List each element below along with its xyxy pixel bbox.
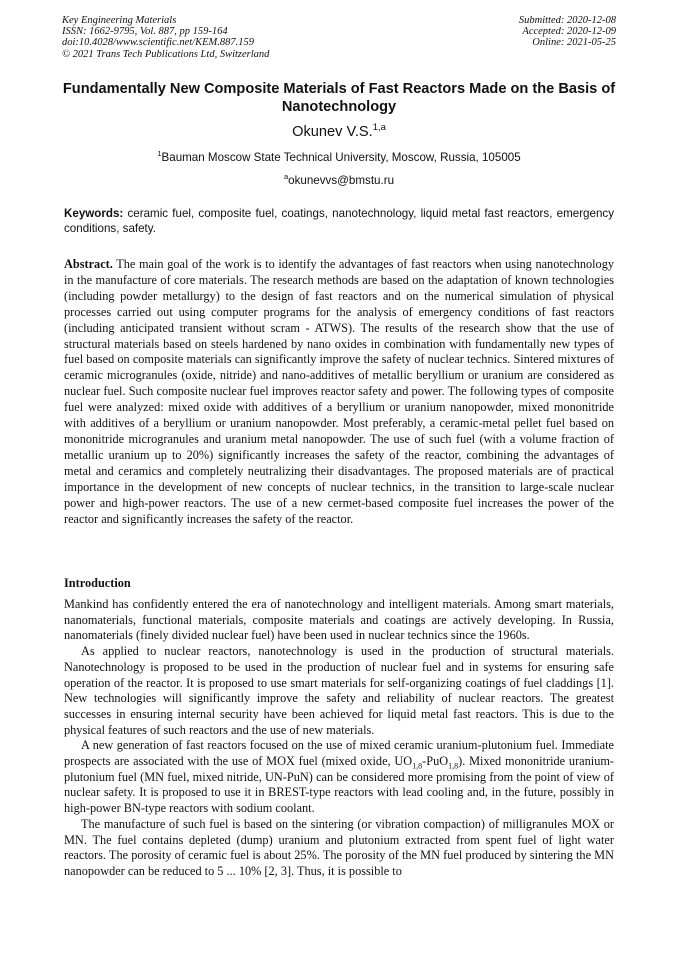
email-text: okunevvs@bmstu.ru xyxy=(288,174,395,187)
online-date: Online: 2021-05-25 xyxy=(532,37,616,49)
paragraph-text: A new generation of fast reactors focused on the use of mixed ceramic uranium-plutonium fuel. Immediate prospects are associated with the use of MOX fuel (mixed oxide, UO xyxy=(64,738,614,769)
paragraph-text: -PuO xyxy=(422,754,449,769)
introduction-heading: Introduction xyxy=(64,576,131,590)
submitted-date: Submitted: 2020-12-08 xyxy=(518,15,616,26)
paragraph: The manufacture of such fuel is based on the sintering (or vibration compaction) of milligranules MOX or MN. The fuel contains depleted (dump) uranium and plutonium extracted from spent fuel of light water reactors. The porosity of ceramic fuel is about 25%. The porosity of the MN fuel produced by sintering the MN nanopowder can be reduced to 5 ... 10% [2, 3]. Thus, it is possible to xyxy=(64,816,614,878)
author-name: Okunev V.S. xyxy=(292,124,373,140)
paragraph: Mankind has confidently entered the era of nanotechnology and intelligent materials. Among smart materials, nanomaterials, functional materials, composite materials and coatings are actively developing. In Russia, nanomaterials (finely divided nuclear fuel) have been used in nuclear technics since the 1960s. xyxy=(64,597,614,643)
journal-info xyxy=(62,15,269,60)
journal-doi: doi:10.4028/www.scientific.net/KEM.887.159 xyxy=(62,37,254,49)
introduction-body xyxy=(64,597,614,880)
journal-name: Key Engineering Materials xyxy=(62,15,177,26)
journal-issn: ISSN: 1662-9795, Vol. 887, pp 159-164 xyxy=(62,26,228,38)
accepted-date: Accepted: 2020-12-09 xyxy=(522,26,616,38)
author-email xyxy=(0,174,678,187)
paper-title: Fundamentally New Composite Materials of Fast Reactors Made on the Basis of Nanotechnology xyxy=(62,81,616,115)
abstract xyxy=(64,257,614,527)
author-line xyxy=(0,124,678,140)
paragraph xyxy=(64,738,614,817)
email-sup: a xyxy=(283,172,289,182)
affiliation-sup: 1 xyxy=(157,149,162,159)
author-sup: 1,a xyxy=(372,122,386,134)
paragraph-text: ). Mixed mononitride uranium-plutonium fuel (MN fuel, mixed nitride, UN-PuN) can be considered more promising from the point of view of nuclear safety. It is proposed to use it in BREST-type reactors with lead cooling and, in the future, possibly in high-power BN-type reactors with sodium coolant. xyxy=(64,754,615,816)
abstract-text: The main goal of the work is to identify the advantages of fast reactors when using nanotechnology in the manufacture of core materials. The research methods are based on the adaptation of known technologies (including powder metallurgy) to the design of fast reactors and on the numerical simulation of physical processes carried out using computer programs for the analysis of emergency conditions of fast reactors (including anticipated transient without scram - ATWS). The results of the research show that the use of structural materials based on steels hardened by nano oxides in combination with fundamentally new types of fuel based on composite materials can significantly improve the safety of nuclear technics. Sintered mixtures of ceramic microgranules (oxide, nitride) and nano-additives of metallic beryllium or uranium are considered as nuclear fuel. Such composite nuclear fuel improves reactor safety and power. The following types of composite fuel were analyzed: mixed oxide with additives of a beryllium or uranium nanopowder, mixed mononitride with additives of a beryllium or uranium nanopowder. Most preferably, a ceramic-metal pellet fuel based on mononitride microgranules and uranium metal nanopowder. The use of such fuel (with a volume fraction of metallic uranium up to 20%) significantly increases the safety of the reactor, combining the advantages of metal and ceramics and completely neutralizing their disadvantages. The proposed materials are of practical importance in the development of new concepts of nuclear technics, in the transition to large-scale nuclear power and high-power reactors. The use of a new cermet-based composite fuel increases the power of the reactor and significantly increases the safety of the reactor. xyxy=(64,257,614,526)
submission-dates xyxy=(519,15,616,49)
paragraph: As applied to nuclear reactors, nanotechnology is used in the production of structural materials. Nanotechnology is proposed to be used in the production of nuclear fuel and in systems for ensuring safe operation of the reactor. It is proposed to use smart materials for self-organizing coatings of fuel claddings [1]. New technologies will significantly improve the safety and reliability of nuclear reactors. The greatest successes in ensuring internal security have been achieved for liquid metal fast reactors. This is due to the physical features of such reactors and the use of new materials. xyxy=(64,644,614,737)
subscript: 1,8 xyxy=(448,761,459,771)
keywords xyxy=(64,206,614,236)
abstract-label: Abstract. xyxy=(64,257,113,271)
subscript: 1,8 xyxy=(412,761,423,771)
journal-copyright: © 2021 Trans Tech Publications Ltd, Switzerland xyxy=(62,48,270,60)
keywords-label: Keywords: xyxy=(64,207,124,220)
affiliation xyxy=(0,151,678,164)
keywords-text: ceramic fuel, composite fuel, coatings, nanotechnology, liquid metal fast reactors, emergency conditions, safety. xyxy=(64,207,614,235)
affiliation-text: Bauman Moscow State Technical University, Moscow, Russia, 105005 xyxy=(161,151,521,164)
